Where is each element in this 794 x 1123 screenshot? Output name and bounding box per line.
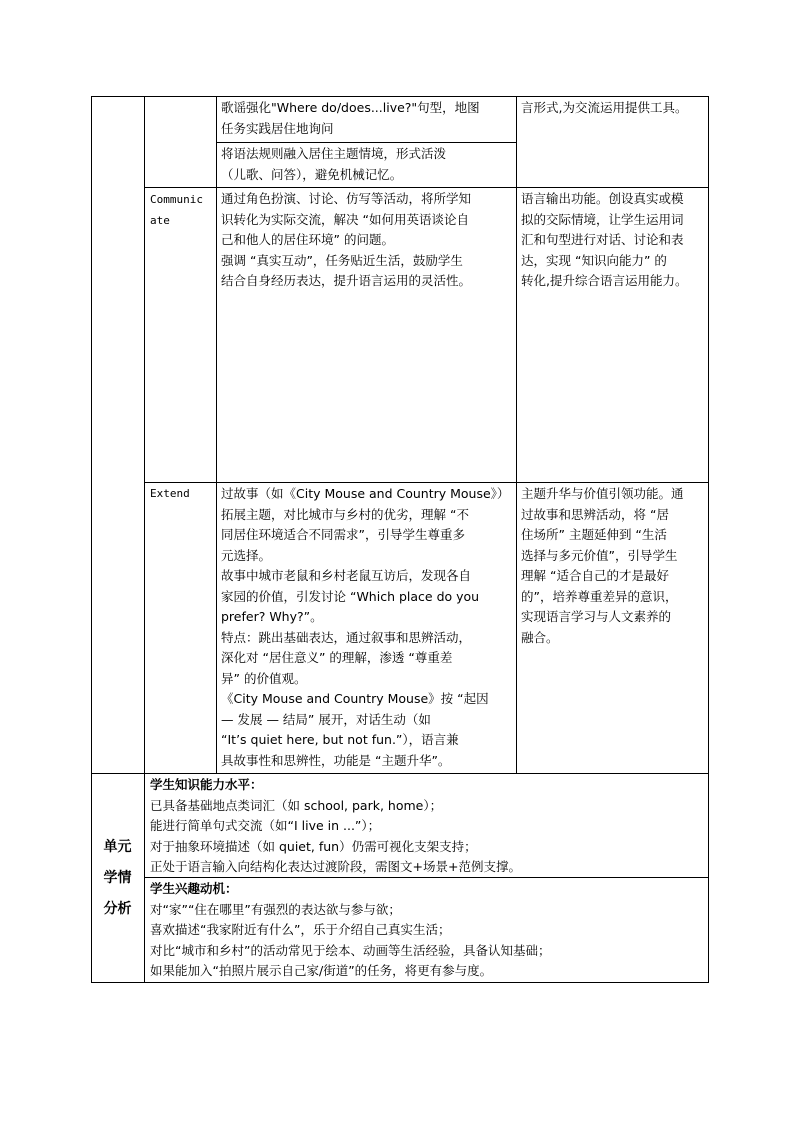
- communicate-label: [150, 190, 203, 231]
- text-line: 己和他人的居住环境” 的问题。: [221, 232, 394, 247]
- text-line: 过故事和思辨活动，将 “居: [521, 506, 669, 522]
- row1-right: [521, 98, 687, 119]
- text-line: 故事中城市老鼠和乡村老鼠互访后，发现各自: [221, 568, 472, 583]
- row-divider: [144, 187, 708, 188]
- text-line: 单元: [103, 839, 132, 855]
- text-line: 汇和句型进行对话、讨论和表: [521, 232, 684, 247]
- text-line: 深化对 “居住意义” 的理解，渗透 “尊重差: [221, 650, 453, 665]
- text-line: 如果能加入“拍照片展示自己家/街道”的任务，将更有参与度。: [150, 963, 493, 978]
- text-line: 《City Mouse and Country Mouse》按 “起因: [221, 691, 489, 706]
- text-line: 异” 的价值观。: [221, 670, 307, 686]
- text-line: 分析: [103, 901, 132, 917]
- text-line: 语言输出功能。创设真实或模: [521, 191, 684, 206]
- text-line: 识转化为实际交流，解决 “如何用英语谈论自: [221, 211, 469, 227]
- analysis-section-label: [91, 832, 144, 925]
- text-line: — 发展 — 结局” 展开，对话生动（如: [221, 711, 431, 727]
- interest-motivation-cell: [150, 879, 550, 982]
- text-line: 已具备基础地点类词汇（如 school, park, home）；: [150, 797, 443, 813]
- text-line: 言形式,为交流运用提供工具。: [521, 100, 688, 115]
- text-line: 同居住环境适合不同需求”，引导学生尊重多: [221, 527, 465, 542]
- row-divider: [144, 482, 708, 483]
- extend-description: [221, 484, 509, 771]
- text-line: 能进行简单句式交流（如“I live in ...”）；: [150, 818, 381, 833]
- text-line: （儿歌、问答），避免机械记忆。: [221, 166, 403, 182]
- section-divider: [91, 773, 708, 774]
- text-line: 主题升华与价值引领功能。通: [521, 486, 684, 501]
- table-border-top: [91, 96, 708, 97]
- text-line: 选择与多元价值”，引导学生: [521, 547, 678, 563]
- text-line: 住场所” 主题延伸到 “生活: [521, 527, 667, 542]
- text-line: 对于抽象环境描述（如 quiet, fun）仍需可视化支架支持；: [150, 838, 477, 854]
- communicate-description: [221, 189, 471, 292]
- text-line: 达，实现 “知识向能力” 的: [521, 252, 667, 268]
- text-line: 强调 “真实互动”，任务贴近生活，鼓励学生: [221, 252, 463, 268]
- knowledge-level-cell: [150, 775, 521, 878]
- text-line: prefer? Why?”。: [221, 609, 323, 624]
- extend-label: [150, 484, 190, 505]
- table-border-right: [708, 96, 709, 983]
- text-line: 家园的价值，引发讨论 “Which place do you: [221, 588, 480, 604]
- text-line: ate: [150, 213, 170, 227]
- text-line: 任务实践居住地询问: [221, 120, 334, 136]
- text-line: 转化,提升综合语言运用能力。: [521, 273, 688, 288]
- text-line: “It’s quiet here, but not fun.”），语言兼: [221, 732, 459, 747]
- row-divider: [216, 142, 516, 143]
- section-heading: 学生兴趣动机：: [150, 881, 238, 896]
- text-line: 的”，培养尊重差异的意识，: [521, 588, 678, 604]
- text-line: 理解 “适合自己的才是最好: [521, 568, 669, 583]
- column-divider: [516, 96, 517, 774]
- text-line: Communic: [150, 193, 203, 206]
- text-line: 具故事性和思辨性，功能是 “主题升华”。: [221, 752, 451, 768]
- column-divider: [216, 96, 217, 774]
- text-line: 实现语言学习与人文素养的: [521, 609, 672, 624]
- text-line: 将语法规则融入居住主题情境，形式活泼: [221, 146, 447, 161]
- text-line: 对“家”“住在哪里”有强烈的表达欲与参与欲；: [150, 901, 401, 917]
- text-line: Extend: [150, 487, 190, 500]
- section-heading: 学生知识能力水平：: [150, 777, 263, 792]
- text-line: 拓展主题，对比城市与乡村的优劣，理解 “不: [221, 506, 469, 522]
- table-border-bottom: [91, 982, 708, 983]
- text-line: 拟的交际情境，让学生运用词: [521, 211, 684, 227]
- text-line: 喜欢描述“我家附近有什么”，乐于介绍自己真实生活；: [150, 922, 451, 937]
- text-line: 学情: [103, 870, 132, 886]
- text-line: 对比“城市和乡村”的活动常见于绘本、动画等生活经验，具备认知基础；: [150, 942, 551, 958]
- text-line: 过故事（如《City Mouse and Country Mouse》）: [221, 486, 510, 501]
- text-line: 歌谣强化"Where do/does...live?"句型，地图: [221, 100, 480, 115]
- text-line: 元选择。: [221, 547, 272, 563]
- text-line: 结合自身经历表达，提升语言运用的灵活性。: [221, 273, 472, 288]
- communicate-function: [521, 189, 687, 292]
- text-line: 特点：跳出基础表达，通过叙事和思辨活动，: [221, 629, 472, 645]
- text-line: 通过角色扮演、讨论、仿写等活动，将所学知: [221, 191, 472, 206]
- row1-middle-a: [221, 98, 480, 139]
- extend-function: [521, 484, 684, 648]
- text-line: 融合。: [521, 629, 559, 645]
- column-divider: [144, 96, 145, 983]
- row1-middle-b: [221, 144, 446, 185]
- text-line: 正处于语言输入向结构化表达过渡阶段，需图文+场景+范例支撑。: [150, 859, 521, 874]
